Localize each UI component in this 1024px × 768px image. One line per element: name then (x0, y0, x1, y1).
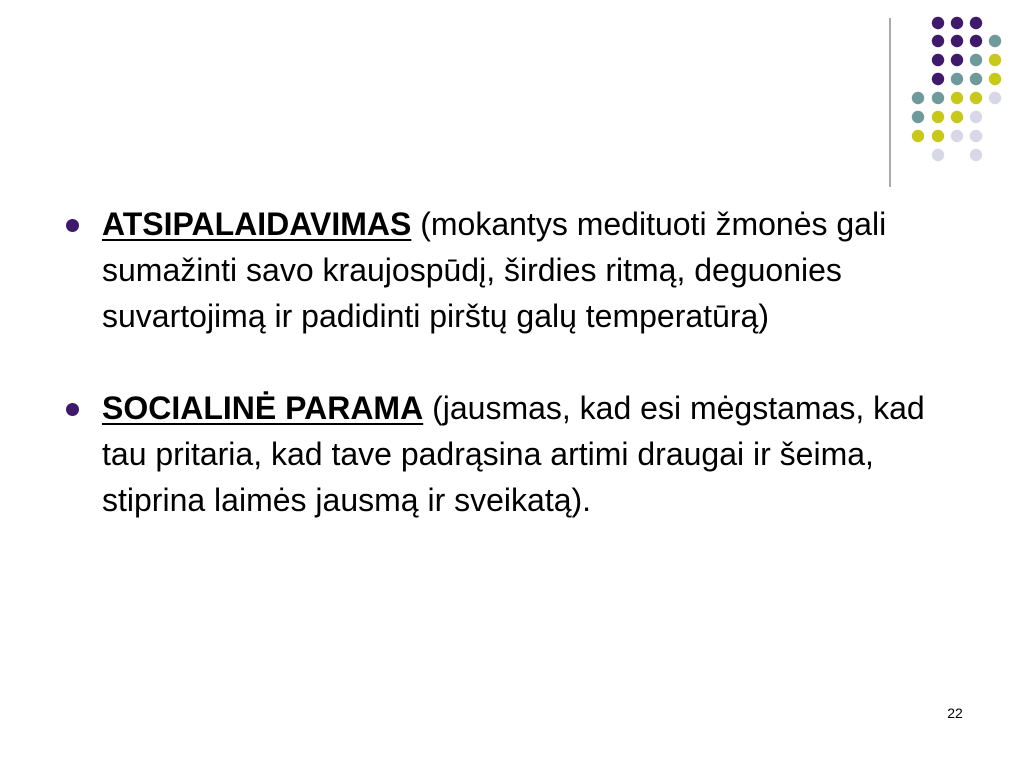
term-social-support: SOCIALINĖ PARAMA (102, 390, 424, 426)
slide-content (62, 201, 962, 523)
decorative-dot (932, 111, 944, 123)
decorative-dot (951, 54, 963, 66)
decorative-dot (970, 35, 982, 47)
decorative-dot (970, 54, 982, 66)
decorative-dot (970, 149, 982, 161)
decorative-dot (932, 54, 944, 66)
decorative-dot (932, 17, 944, 29)
decorative-dot (932, 130, 944, 142)
decorative-dot (951, 111, 963, 123)
decorative-dot (912, 130, 924, 142)
description-social-support: (jausmas, kad esi mėgstamas, kad tau pritaria, kad tave padrąsina artimi draugai ir šeima, stiprina laimės jausmą ir sveikatą). (102, 390, 925, 518)
decorative-dot (970, 92, 982, 104)
decorative-dot (932, 92, 944, 104)
decorative-dot (951, 130, 963, 142)
decorative-dot (970, 17, 982, 29)
term-relaxation: ATSIPALAIDAVIMAS (102, 206, 412, 242)
decorative-dot (912, 92, 924, 104)
decorative-dot (951, 17, 963, 29)
page-number: 22 (947, 705, 963, 721)
decorative-dot (989, 92, 1001, 104)
decorative-dot (932, 35, 944, 47)
bullet-item-social-support (62, 385, 962, 523)
decorative-dot (989, 73, 1001, 85)
description-relaxation: (mokantys medituoti žmonės gali sumažinti savo kraujospūdį, širdies ritmą, deguonies suvartojimą ir padidinti pirštų galų temperatūrą) (102, 206, 887, 334)
decorative-dot (951, 92, 963, 104)
bullet-icon (66, 403, 79, 416)
bullet-icon (66, 219, 79, 232)
decorative-dot (970, 111, 982, 123)
decorative-dot (989, 35, 1001, 47)
decorative-dot (951, 73, 963, 85)
decorative-dot (970, 73, 982, 85)
decorative-dot (970, 130, 982, 142)
decorative-dot (932, 149, 944, 161)
decorative-dot (989, 54, 1001, 66)
decorative-dot (951, 35, 963, 47)
decorative-dot (912, 111, 924, 123)
decorative-dot (932, 73, 944, 85)
bullet-item-relaxation (62, 201, 962, 339)
